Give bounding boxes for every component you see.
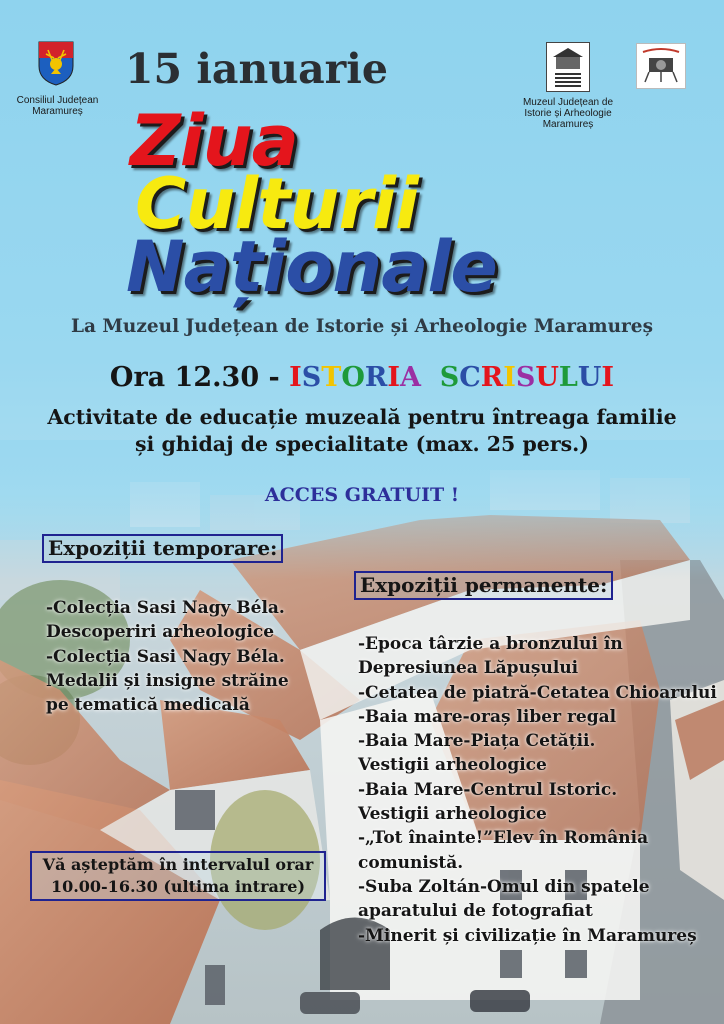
topic-letter: A: [399, 362, 421, 393]
exhibition-line: -„Tot înainte!”Elev în România: [358, 828, 649, 849]
topic-letter: U: [535, 362, 559, 393]
topic-letter: I: [387, 362, 400, 393]
left-logo-caption-line: Consiliul Județean: [16, 95, 99, 106]
topic-letter: C: [459, 362, 481, 393]
exhibition-line: pe tematică medicală: [46, 695, 250, 716]
exhibition-line: Descoperiri arheologice: [46, 622, 275, 643]
topic-letter: S: [515, 362, 536, 393]
title-line-1: Ziua: [130, 100, 298, 182]
left-logo-caption: [10, 95, 105, 117]
event-date: 15 ianuarie: [125, 45, 388, 93]
event-time: Ora 12.30 -: [109, 362, 280, 393]
topic-letter: [421, 362, 440, 393]
activity-line-2: și ghidaj de specialitate (max. 25 pers.): [134, 432, 589, 456]
topic-letter: U: [577, 362, 602, 393]
exhibition-line: -Cetatea de piatră-Cetatea Chioarului: [358, 682, 717, 703]
right-logo-caption: [513, 97, 623, 130]
topic-letter: I: [503, 362, 516, 393]
left-logo-caption-line: Maramureș: [32, 106, 83, 117]
temporary-exhibitions-list: [46, 596, 289, 717]
topic-letter: R: [364, 362, 388, 393]
opening-hours-line-1: Vă așteptăm în intervalul orar: [42, 855, 314, 874]
topic-letter: I: [601, 362, 615, 393]
exhibition-line: Vestigii arheologice: [358, 804, 547, 825]
exhibition-line: -Minerit și civilizație în Maramureș: [358, 925, 697, 946]
topic-letter: I: [289, 362, 302, 393]
exhibition-line: aparatului de fotografiat: [358, 901, 593, 922]
permanent-exhibitions-list: [358, 632, 717, 948]
right-logo-caption-line: Muzeul Județean de: [522, 97, 614, 108]
exhibition-line: -Suba Zoltán-Omul din spatele: [358, 876, 650, 897]
free-access-note: ACCES GRATUIT !: [264, 484, 460, 506]
topic-letter: T: [321, 362, 342, 393]
exhibition-line: -Colecția Sasi Nagy Béla.: [46, 646, 285, 667]
temporary-exhibitions-label: Expoziții temporare:: [42, 534, 283, 563]
permanent-exhibitions-label: Expoziții permanente:: [354, 571, 613, 600]
title-line-2: Culturii: [135, 163, 419, 245]
museum-logo-icon: [546, 42, 590, 92]
exhibition-line: -Baia Mare-Centrul Istoric.: [358, 779, 618, 800]
exhibition-line: Vestigii arheologice: [358, 755, 547, 776]
right-logo-caption-line: Istorie și Arheologie: [524, 108, 612, 119]
topic-letter: S: [301, 362, 322, 393]
topic-letter: S: [439, 362, 460, 393]
exhibition-line: -Baia mare-oraș liber regal: [358, 706, 617, 727]
exhibition-line: -Epoca târzie a bronzului în: [358, 634, 623, 654]
topic-letter: R: [480, 362, 504, 393]
right-logo-caption-line: Maramureș: [542, 119, 594, 130]
opening-hours-box: [30, 851, 326, 901]
activity-description: [0, 404, 724, 458]
exhibition-line: Depresiunea Lăpușului: [358, 658, 579, 679]
event-topic: [289, 362, 614, 393]
activity-line-1: Activitate de educație muzeală pentru întreaga familie: [47, 405, 677, 429]
coat-of-arms-icon: [36, 40, 76, 86]
topic-letter: O: [341, 362, 365, 393]
topic-letter: L: [558, 362, 578, 393]
opening-hours-line-2: 10.00-16.30 (ultima intrare): [50, 877, 306, 896]
photo-museum-logo-icon: [636, 43, 686, 89]
exhibition-line: -Baia Mare-Piața Cetății.: [358, 731, 596, 752]
exhibition-line: Medalii și insigne străine: [46, 670, 289, 691]
event-time-line: [0, 362, 724, 393]
title-line-3: Naționale: [126, 226, 497, 308]
exhibition-line: comunistă.: [358, 852, 464, 873]
exhibition-line: -Colecția Sasi Nagy Béla.: [46, 598, 285, 618]
venue-subtitle: La Muzeul Județean de Istorie și Arheologie Maramureș: [71, 316, 653, 337]
